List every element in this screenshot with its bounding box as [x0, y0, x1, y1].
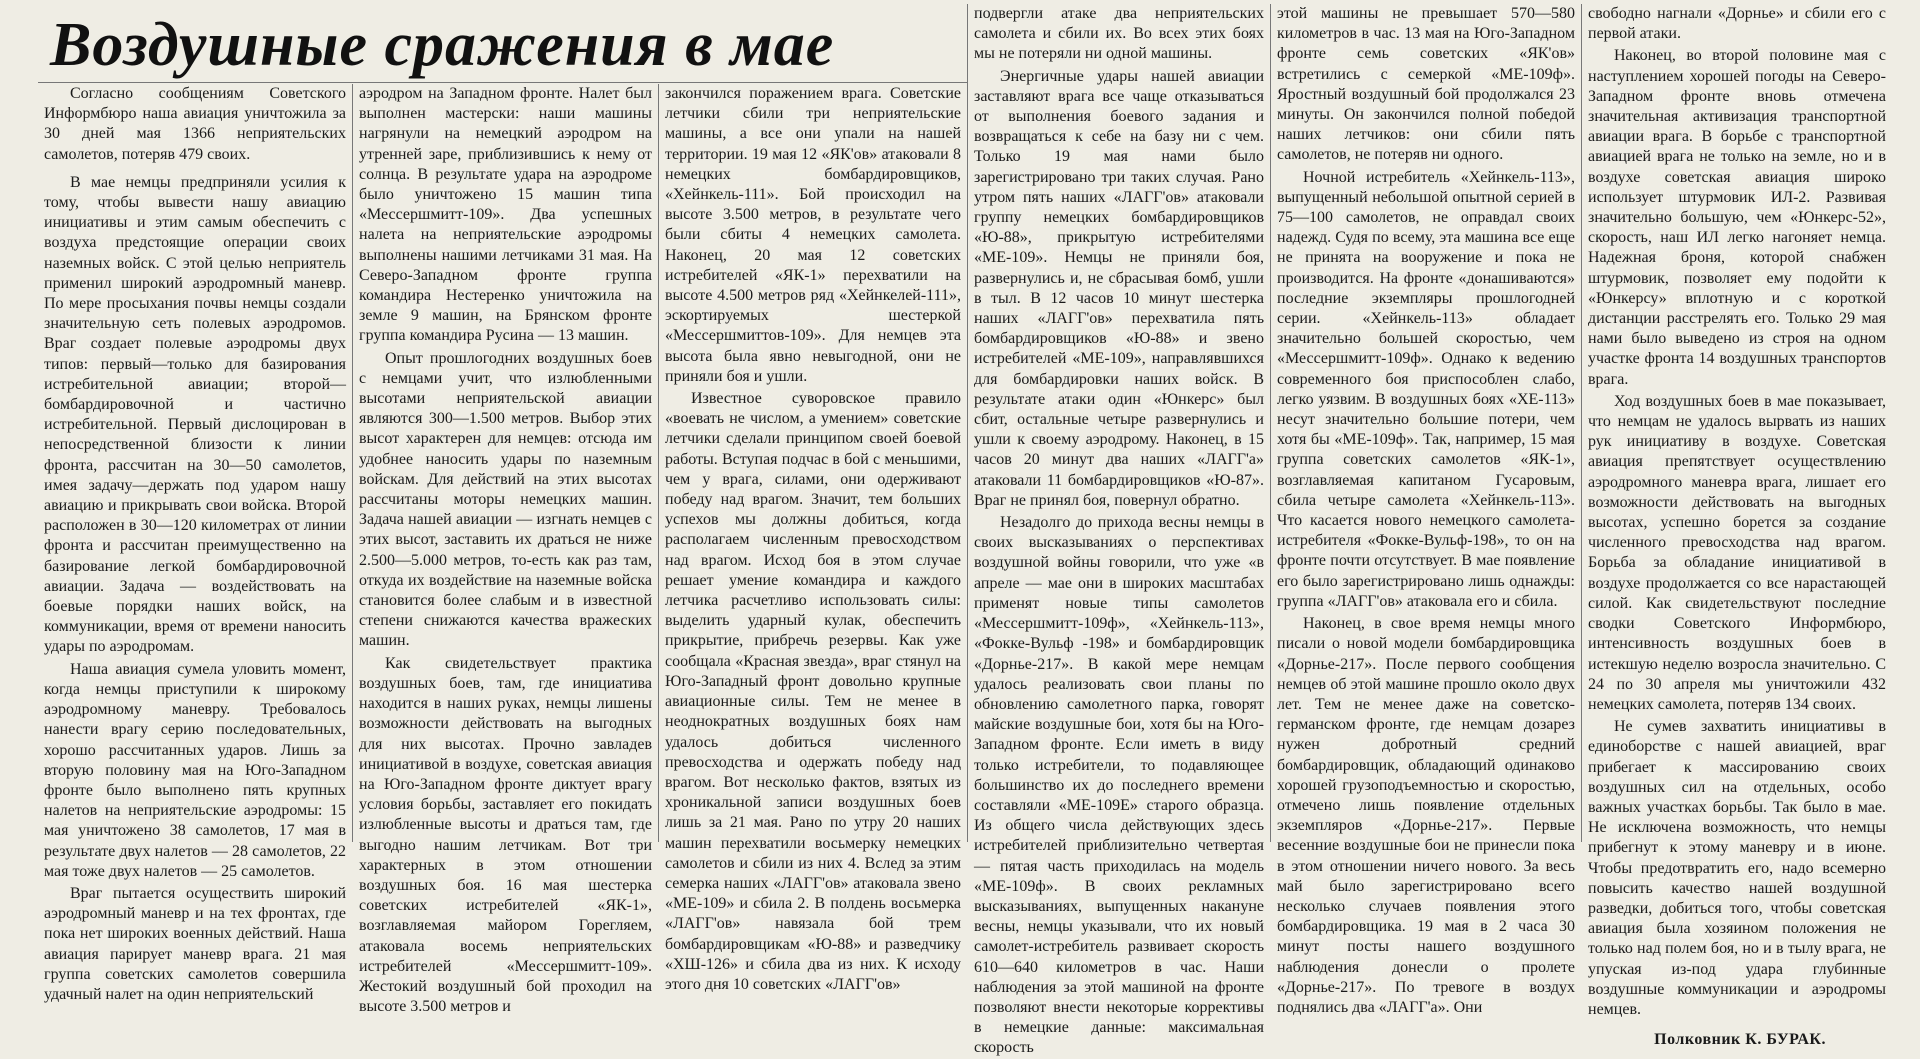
paragraph: Энергичные удары нашей авиации заставляют врага все чаще отказываться от выполнения боевого задания и возвращаться к себе на базу ни с чем. Только 19 мая нами было зарегистрировано три таких случая. Рано утром пять наших «ЛАГГ'ов» атаковали группу немецких бомбардировщиков «Ю-88», прикрытую истребителями «МЕ-109». Немцы не приняли боя, развернулись и, не сбрасывая бомб, ушли в тыл. В 12 часов 10 минут шестерка наших «ЛАГГ'ов» перехватила пять бомбардировщиков «Ю-88» и звено истребителей «МЕ-109», направлявшихся для бомбардировки наших войск. В результате атаки один «Юнкерс» был сбит, остальные четыре развернулись и ушли к своему аэродрому. Наконец, в 15 часов 20 минут два наших «ЛАГГ'а» атаковали 11 бомбардировщиков «Ю-87». Враг не принял боя, повернул обратно.	[974, 67, 1264, 509]
paragraph: Ночной истребитель «Хейнкель-113», выпущенный небольшой опытной серией в 75—100 самолетов, не оправдал своих надежд. Судя по всему, эта машина все еще не принята на вооружение и пока не производится. На фронте «донашиваются» последние экземпляры прошлогодней серии. «Хейнкель-113» обладает значительно большей скоростью, чем «Мессершмитт-109ф». Однако к ведению современного боя приспособлен слабо, легко уязвим. В воздушных боях «ХЕ-113» несут значительно большие потери, чем хотя бы «МЕ-109ф». Так, например, 15 мая группа советских самолетов «ЯК-1», возглавляемая капитаном Гусаровым, сбила четыре самолета «Хейнкель-113». Что касается нового немецкого самолета-истребителя «Фокке-Вульф-198», то он на фронте почти отсутствует. В мае появление его было зарегистрировано лишь однажды: группа «ЛАГГ'ов» атаковала его и сбила.	[1277, 168, 1575, 610]
column-1	[38, 84, 352, 1003]
paragraph: подвергли атаке два неприятельских самолета и сбили их. Во всех этих боях мы не потеряли ни одной машины.	[974, 5, 1264, 63]
paragraph: Опыт прошлогодних воздушных боев с немцами учит, что излюбленными высотами неприятельской авиации являются 300—1.500 метров. Выбор этих высот характерен для немцев: отсюда им удобнее наносить удары по наземным войскам. Для действий на этих высотах рассчитаны моторы немецких машин. Задача нашей авиации — изгнать немцев с этих высот, заставить их драться не ниже 2.500—5.000 метров, то-есть как раз там, откуда их воздействие на наземные войска становится более слабым и в известной степени снижаются качества вражеских машин.	[359, 349, 652, 650]
paragraph: свободно нагнали «Дорнье» и сбили его с первой атаки.	[1588, 5, 1886, 43]
paragraph: Враг пытается осуществить широкий аэродромный маневр и на тех фронтах, где пока нет широких военных действий. Наша авиация парирует маневр врага. 21 мая группа советских самолетов совершила удачный налет на один неприятельский	[44, 884, 346, 1003]
paragraph: этой машины не превышает 570—580 километров в час. 13 мая на Юго-Западном фронте семь советских «ЯК'ов» встретились с семеркой «МЕ-109ф». Яростный воздушный бой продолжался 23 минуты. Он закончился полной победой наших летчиков: они сбили пять самолетов, не потеряв ни одного.	[1277, 5, 1575, 164]
paragraph: аэродром на Западном фронте. Налет был выполнен мастерски: наши машины нагрянули на немецкий аэродром на утренней заре, приблизившись к нему от солнца. В результате удара на аэродроме было уничтожено 15 машин типа «Мессершмитт-109». Два успешных налета на неприятельские аэродромы выполнены нашими летчиками 31 мая. На Северо-Западном фронте группа командира Нестеренко уничтожила на земле 9 машин, на Брянском фронте группа командира Русина — 13 машин.	[359, 85, 652, 345]
column-5	[1271, 4, 1581, 1016]
paragraph: закончился поражением врага. Советские летчики сбили три неприятельские машины, а все они упали на нашей территории. 19 мая 12 «ЯК'ов» атаковали 8 немецких бомбардировщиков, «Хейнкель-111». Бой происходил на высоте 3.500 метров, в результате чего были сбиты 4 немецких самолета. Наконец, 20 мая 12 советских истребителей «ЯК-1» перехватили на высоте 4.500 метров ряд «Хейнкелей-111», эскортируемых шестеркой «Мессершмиттов-109». Для немцев эта высота была явно невыгодной, они не приняли боя и ушли.	[665, 85, 961, 385]
paragraph: Наконец, во второй половине мая с наступлением хорошей погоды на Северо-Западном фронте вновь отмечена значительная активизация транспортной авиации врага. В борьбе с транспортной авиацией врага не только на земле, но и в воздухе советская авиация широко использует штурмовик ИЛ-2. Развивая значительно большую, чем «Юнкерс-52», скорость, наш ИЛ легко нагоняет немца. Надежная броня, которой снабжен штурмовик, позволяет ему подойти к «Юнкерсу» вплотную и с короткой дистанции расстрелять его. Только 29 мая нами было выведено из строя на одном участке фронта 14 воздушных транспортов врага.	[1588, 47, 1886, 388]
column-4	[968, 4, 1270, 1057]
title-underline-rule	[38, 82, 968, 83]
article-title: Воздушные сражения в мае	[50, 11, 835, 79]
paragraph: Как свидетельствует практика воздушных боев, там, где инициатива находится в наших руках, немцы лишены возможности действовать на выгодных для них высотах. Прочно завладев инициативой в воздухе, советская авиация на Юго-Западном фронте диктует врагу условия борьбы, заставляет его покидать излюбленные высоты и драться там, где выгодно нашим летчикам. Вот три характерных в этом отношении воздушных боя. 16 мая шестерка советских истребителей «ЯК-1», возглавляемая майором Горегляем, атаковала восемь неприятельских истребителей «Мессершмитт-109». Жестокий воздушный бой проходил на высоте 3.500 метров и	[359, 654, 652, 1016]
column-3	[659, 84, 967, 993]
column-6	[1582, 4, 1892, 1049]
article-lead: Согласно сообщениям Советского Информбюро наша авиация уничтожила за 30 дней мая 1366 неприятельских самолетов, потеряв 479 своих.	[44, 85, 346, 163]
author-signature: Полковник К. БУРАК.	[1654, 1031, 1826, 1049]
paragraph: Не сумев захватить инициативы в единоборстве с нашей авиацией, враг прибегает к массированию своих воздушных сил на отдельных, особо важных участках борьбы. Так было в мае. Не исключена возможность, что немцы прибегнут к этому маневру и в июне. Чтобы предотвратить его, надо всемерно повысить качество нашей воздушной разведки, добиться того, чтобы советская авиация была хозяином положения не только над полем боя, но и в тылу врага, не упуская из-под удара глубинные воздушные коммуникации и аэродромы немцев.	[1588, 718, 1886, 1018]
column-1-body	[44, 173, 346, 1005]
paragraph: Незадолго до прихода весны немцы в своих высказываниях о перспективах воздушной войны говорили, что уже «в апреле — мае они в широких масштабах применят новые типы самолетов «Мессершмитт-109ф», «Хейнкель-113», «Фокке-Вульф -198» и бомбардировщик «Дорнье-217». В какой мере немцам удалось реализовать свои планы по обновлению самолетного парка, говорят майские воздушные бои, хотя бы на Юго-Западном фронте. Если иметь в виду только истребители, то подавляющее большинство их до последнего времени составляли «МЕ-109Е» старого образца. Из общего числа действующих здесь истребителей приблизительно четвертая — пятая часть приходилась на модель «МЕ-109ф». В своих рекламных высказываниях, выпущенных накануне весны, немцы указывали, что их новый самолет-истребитель развивает скорость 610—640 километров в час. Наши наблюдения за этой машиной на фронте позволяют внести некоторые коррективы в немецкие данные: максимальная скорость	[974, 514, 1264, 1057]
column-2	[353, 84, 658, 1016]
paragraph: Известное суворовское правило «воевать не числом, а умением» советские летчики сделали принципом своей боевой работы. Вступая подчас в бой с меньшими, чем у врага, силами, они одерживают победу над врагом. Значит, тем больших успехов мы должны добиться, когда располагаем численным превосходством над врагом. Исход боя в этом случае решает умение командира и каждого летчика расчетливо использовать силы: выделить ударный кулак, обеспечить прикрытие, прибречь резервы. Как уже сообщала «Красная звезда», враг стянул на Юго-Западный фронт довольно крупные авиационные силы. Тем не менее в неоднократных воздушных боях нам удалось добиться численного превосходства и одержать победу над врагом. Вот несколько фактов, взятых из хроникальной записи воздушных боев лишь за 21 мая. Рано по утру 20 наших машин перехватили восьмерку немецких самолетов и сбили из них 4. Вслед за этим семерка наших «ЛАГГ'ов» атаковала звено «МЕ-109» и сбила 2. В полдень восьмерка «ЛАГГ'ов» навязала бой трем бомбардировщикам «Ю-88» и разведчику «ХШ-126» и сбила два из них. К исходу этого дня 10 советских «ЛАГГ'ов»	[665, 390, 961, 993]
paragraph: Наконец, в свое время немцы много писали о новой модели бомбардировщика «Дорнье-217». После первого сообщения немцев об этой машине прошло около двух лет. Тем не менее даже на советско-германском фронте, где немцам дозарез нужен добротный средний бомбардировщик, обладающий одинаково хорошей грузоподъемностью и скоростью, отмечено лишь появление отдельных экземпляров «Дорнье-217». Первые весенние воздушные бои не принесли пока в этом отношении ничего нового. За весь май было зарегистрировано всего несколько случаев появления этого бомбардировщика. 19 мая в 2 часа 30 минут посты нашего воздушного наблюдения донесли о пролете «Дорнье-217». По тревоге в воздух поднялись два «ЛАГГ'а». Они	[1277, 615, 1575, 1016]
paragraph: Наша авиация сумела уловить момент, когда немцы приступили к широкому аэродромному маневру. Требовалось нанести врагу серию последовательных, хорошо рассчитанных ударов. Лишь за вторую половину мая на Юго-Западном фронте было выполнено пять крупных налетов на неприятельские аэродромы: 15 мая уничтожено 38 самолетов, 17 мая в результате двух налетов — 28 самолетов, 22 мая тоже двух налетов — 25 самолетов.	[44, 660, 346, 880]
paragraph: Ход воздушных боев в мае показывает, что немцам не удалось вырвать из наших рук инициативу в воздухе. Советская авиация препятствует осуществлению аэродромного маневра врага, лишает его возможности действовать на выгодных высотах, успешно борется за создание численного превосходства над врагом. Борьба за обладание инициативой в воздухе продолжается со все нарастающей силой. Как свидетельствуют последние сводки Советского Информбюро, интенсивность воздушных боев в истекшую неделю возросла значительно. С 24 по 30 апреля мы уничтожили 432 немецких самолета, потеряв 134 своих.	[1588, 392, 1886, 713]
paragraph: В мае немцы предприняли усилия к тому, чтобы вывести нашу авиацию инициативы и этим самым обеспечить с воздуха предстоящие операции своих наземных войск. С этой целью неприятель применил широкий аэродромный маневр. По мере просыхания почвы немцы создали значительную сеть полевых аэродромов. Враг создает полевые аэродромы двух типов: первый—только для базирования истребительной авиации; второй—бомбардировочной и частично истребительной. Первый дислоцирован в непосредственной близости к линии фронта, рассчитан на 30—50 самолетов, имея задачу—держать под ударом нашу авиацию и прикрывать свои войска. Второй расположен в 30—120 километрах от линии фронта и рассчитан преимущественно на базирование легкой бомбардировочной авиации. Задача — воздействовать на боевые порядки наших войск, на коммуникации, время от времени наносить удары по аэродромам.	[44, 173, 346, 656]
